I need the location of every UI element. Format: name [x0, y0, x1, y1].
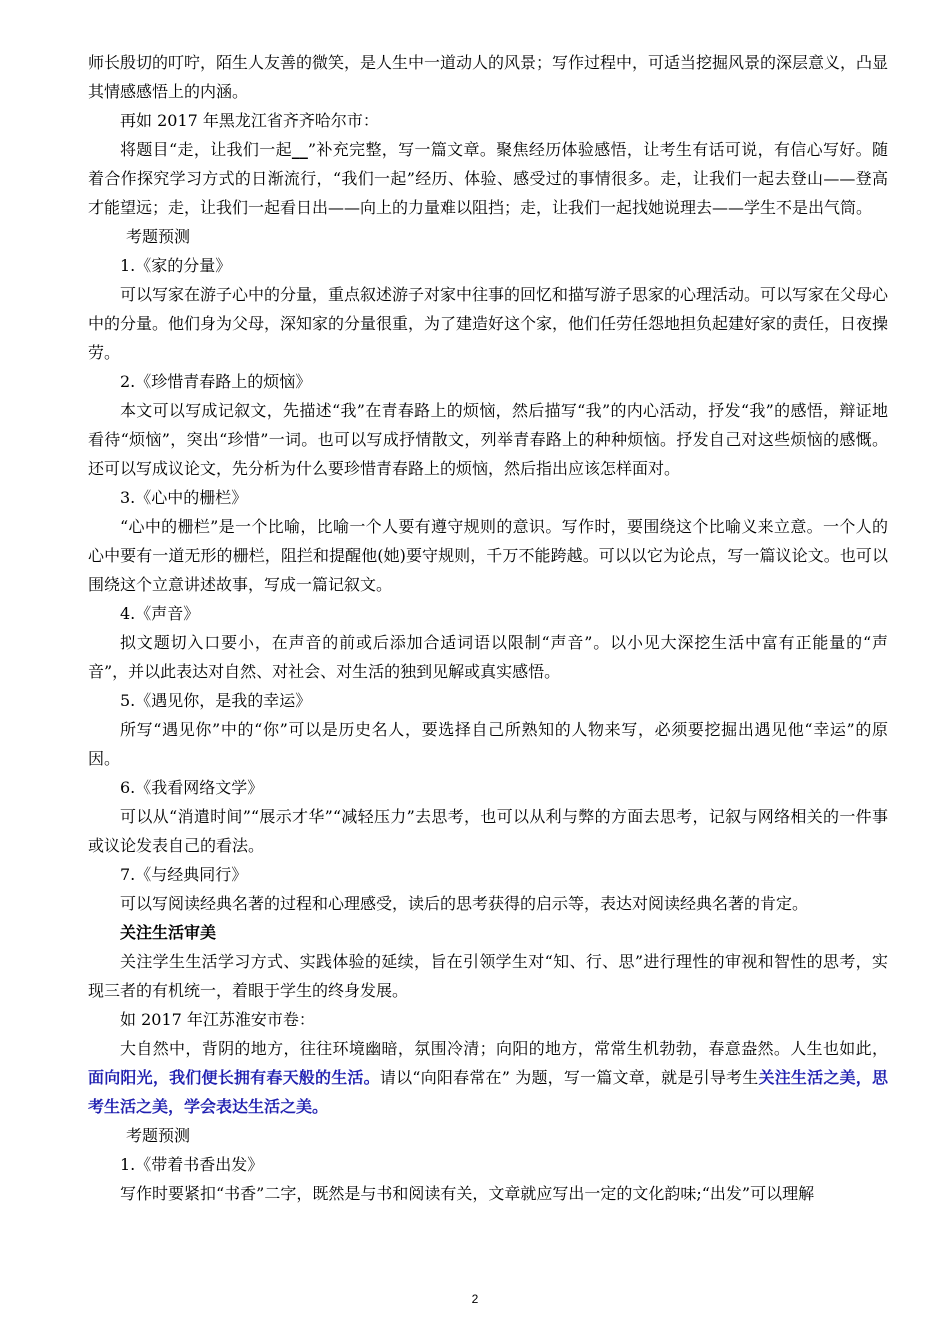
topic-title: 5.《遇见你，是我的幸运》	[120, 691, 312, 710]
text-run: 大自然中，背阴的地方，往往环境幽暗，氛围冷清；向阳的地方，常常生机勃勃，春意盎然。人生也如此，	[120, 1039, 888, 1058]
paragraph: “心中的栅栏”是一个比喻，比喻一个人要有遵守规则的意识。写作时，要围绕这个比喻义来立意。一个人的心中要有一道无形的栅栏，阻拦和提醒他(她)要守规则，千万不能跨越。可以以它为论点，写一篇议论文。也可以围绕这个立意讲述故事，写成一篇记叙文。	[88, 517, 888, 594]
paragraph	[88, 135, 888, 222]
emphasis-text: 面向阳光，我们便长拥有春天般的生活。	[88, 1068, 380, 1087]
topic-title: 4.《声音》	[120, 604, 200, 623]
topic-title: 2.《珍惜青春路上的烦恼》	[120, 372, 312, 391]
text-run: 请以“向阳春常在” 为题，写一篇文章，就是引导考生	[379, 1068, 759, 1087]
topic-title: 1.《带着书香出发》	[120, 1155, 264, 1174]
text-run: 将题目“走，让我们一起	[120, 140, 292, 159]
paragraph: 可以从“消遣时间”“展示才华”“减轻压力”去思考，也可以从利与弊的方面去思考，记叙与网络相关的一件事或议论发表自己的看法。	[88, 807, 888, 855]
section-heading: 关注生活审美	[120, 923, 217, 942]
paragraph: 师长殷切的叮咛，陌生人友善的微笑，是人生中一道动人的风景；写作过程中，可适当挖掘风景的深层意义，凸显其情感感悟上的内涵。	[88, 53, 889, 101]
paragraph: 可以写家在游子心中的分量，重点叙述游子对家中往事的回忆和描写游子思家的心理活动。可以写家在父母心中的分量。他们身为父母，深知家的分量很重，为了建造好这个家，他们任劳任怨地担负起建好家的责任，日夜操劳。	[88, 285, 889, 362]
paragraph: 可以写阅读经典名著的过程和心理感受，读后的思考获得的启示等，表达对阅读经典名著的肯定。	[120, 894, 809, 913]
paragraph	[88, 1034, 888, 1121]
paragraph: 再如 2017 年黑龙江省齐齐哈尔市：	[120, 111, 379, 130]
paragraph: 关注学生生活学习方式、实践体验的延续，旨在引领学生对“知、行、思”进行理性的审视和智性的思考，实现三者的有机统一，着眼于学生的终身发展。	[88, 952, 888, 1000]
paragraph: 拟文题切入口要小，在声音的前或后添加合适词语以限制“声音”。以小见大深挖生活中富有正能量的“声音”，并以此表达对自然、对社会、对生活的独到见解或真实感悟。	[88, 633, 888, 681]
emphasis-text: 关注生活之美，思考生活之美，学会表达生活之美。	[88, 1068, 888, 1116]
page-number: 2	[471, 1292, 479, 1306]
topic-title: 3.《心中的栅栏》	[120, 488, 248, 507]
topic-title: 7.《与经典同行》	[120, 865, 248, 884]
paragraph: 所写“遇见你”中的“你”可以是历史名人，要选择自己所熟知的人物来写，必须要挖掘出遇见他“幸运”的原因。	[88, 720, 888, 768]
paragraph: 写作时要紧扣“书香”二字，既然是与书和阅读有关，文章就应写出一定的文化韵味;“出发”可以理解	[120, 1184, 815, 1203]
subheading: 考题预测	[126, 1126, 191, 1145]
document-body	[88, 48, 888, 1208]
text-run: ”补充完整，写一篇文章。聚焦经历体验感悟，让考生有话可说，有信心写好。随着合作探究学习方式的日渐流行，“我们一起”经历、体验、感受过的事情很多。走，让我们一起去登山——登高才能望远；走，让我们一起看日出——向上的力量难以阻挡；走，让我们一起找她说理去——学生不是出气筒。	[88, 140, 888, 217]
blank-underline: __	[291, 140, 308, 159]
topic-title: 1.《家的分量》	[120, 256, 232, 275]
paragraph: 本文可以写成记叙文，先描述“我”在青春路上的烦恼，然后描写“我”的内心活动，抒发“我”的感悟，辩证地看待“烦恼”，突出“珍惜”一词。也可以写成抒情散文，列举青春路上的种种烦恼。抒发自己对这些烦恼的感慨。还可以写成议论文，先分析为什么要珍惜青春路上的烦恼，然后指出应该怎样面对。	[88, 401, 888, 478]
paragraph: 如 2017 年江苏淮安市卷：	[120, 1010, 315, 1029]
subheading: 考题预测	[126, 227, 191, 246]
topic-title: 6.《我看网络文学》	[120, 778, 264, 797]
